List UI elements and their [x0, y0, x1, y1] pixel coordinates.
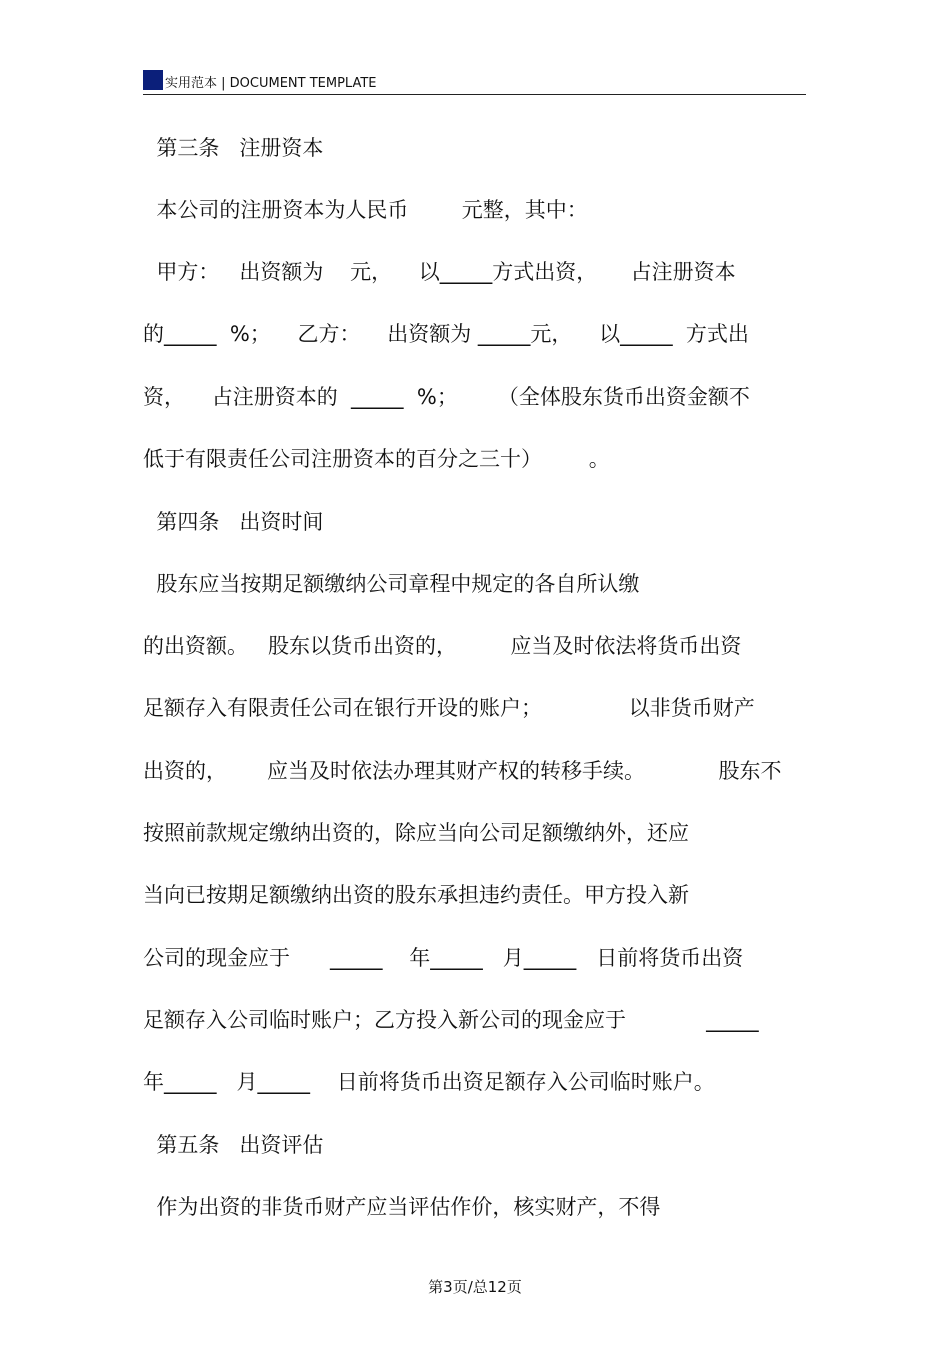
body-line: 按照前款规定缴纳出资的，除应当向公司足额缴纳外，还应	[143, 821, 689, 845]
body-line: 出资的， 应当及时依法办理其财产权的转移手续。 股东不	[143, 759, 782, 783]
body-line: 股东应当按期足额缴纳公司章程中规定的各自所认缴	[143, 572, 640, 596]
article-3-heading: 第三条 注册资本	[143, 136, 324, 160]
header-text: 实用范本 | DOCUMENT TEMPLATE	[165, 76, 377, 91]
body-line: 资， 占注册资本的 _____ %； （全体股东货币出资金额不	[143, 385, 750, 409]
body-line: 本公司的注册资本为人民币 元整，其中：	[143, 198, 588, 222]
body-line: 当向已按期足额缴纳出资的股东承担违约责任。甲方投入新	[143, 883, 689, 907]
body-line: 的_____ %； 乙方： 出资额为 _____元， 以_____ 方式出	[143, 322, 749, 346]
body-line: 的出资额。 股东以货币出资的， 应当及时依法将货币出资	[143, 634, 742, 658]
body-line: 甲方： 出资额为 元， 以_____方式出资， 占注册资本	[143, 260, 736, 284]
logo-square-icon	[143, 70, 163, 90]
body-line: 低于有限责任公司注册资本的百分之三十） 。	[143, 447, 610, 471]
body-line: 足额存入有限责任公司在银行开设的账户； 以非货币财产	[143, 696, 755, 720]
body-line: 公司的现金应于 _____ 年_____ 月_____ 日前将货币出资	[143, 946, 744, 970]
page-number: 第3页/总12页	[428, 1278, 522, 1296]
article-5-heading: 第五条 出资评估	[143, 1133, 324, 1157]
article-4-heading: 第四条 出资时间	[143, 510, 324, 534]
page-header	[143, 70, 806, 95]
body-line: 足额存入公司临时账户；乙方投入新公司的现金应于 _____	[143, 1008, 759, 1032]
body-line: 作为出资的非货币财产应当评估作价，核实财产，不得	[143, 1195, 661, 1219]
body-line: 年_____ 月_____ 日前将货币出资足额存入公司临时账户。	[143, 1070, 715, 1094]
